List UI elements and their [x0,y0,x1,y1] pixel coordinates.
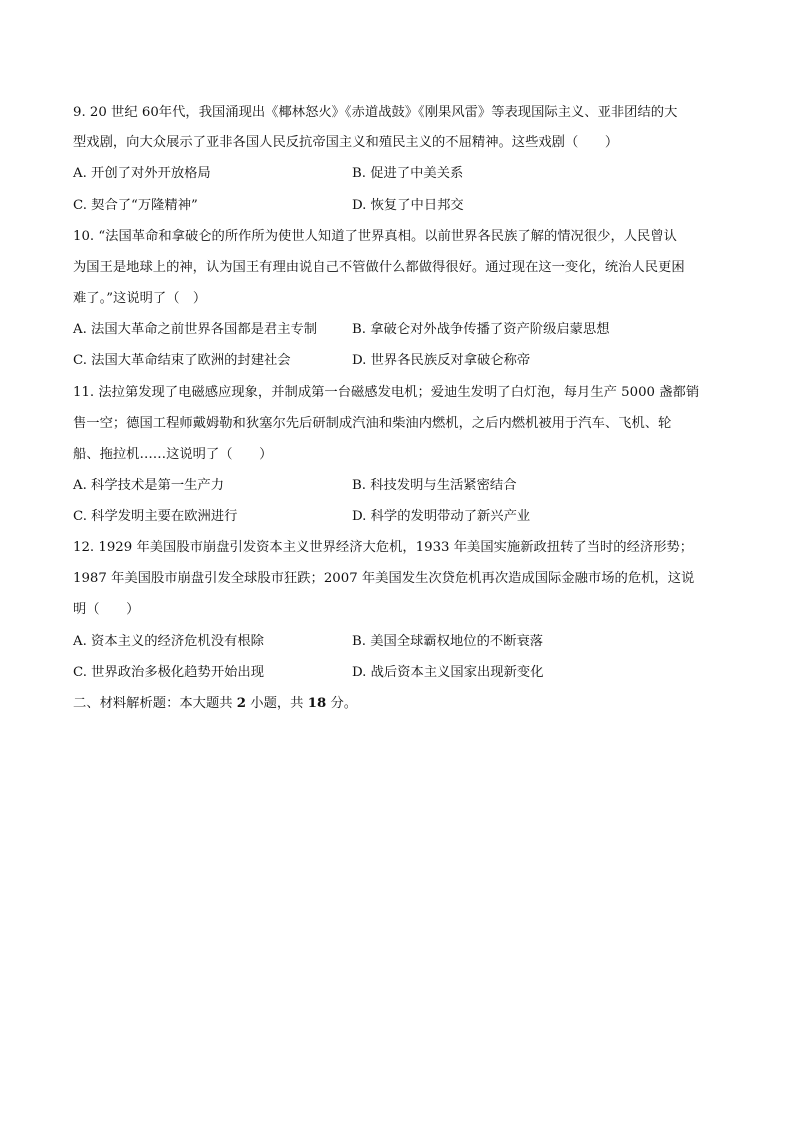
section-heading-prefix: 二、材料解析题：本大题共 [73,696,237,711]
question-10-option-b: B. 拿破仑对外战争传播了资产阶级启蒙思想 [352,322,610,337]
section-total-score: 18 [307,696,327,711]
question-9-line-2: 型戏剧，向大众展示了亚非各国人民反抗帝国主义和殖民主义的不屈精神。这些戏剧（ ） [73,135,619,150]
question-9-option-c: C. 契合了“万隆精神” [73,198,198,213]
question-11-option-a: A. 科学技术是第一生产力 [73,478,225,493]
question-12-line-1: 12. 1929 年美国股市崩盘引发资本主义世界经济大危机，1933 年美国实施新政扭转了当时的经济形势； [73,540,694,555]
question-10-option-c: C. 法国大革命结束了欧洲的封建社会 [73,353,291,368]
question-11-line-3: 船、拖拉机……这说明了（ ） [73,447,273,462]
section-heading-middle: 小题，共 [246,696,308,711]
question-12-line-3: 明（ ） [73,602,140,617]
question-11-option-c: C. 科学发明主要在欧洲进行 [73,509,238,524]
question-10-line-3: 难了。”这说明了（ ） [73,291,207,306]
question-11-line-1: 11. 法拉第发现了电磁感应现象，并制成第一台磁感发电机；爱迪生发明了白灯泡，每月生产 5000 盏都销 [73,385,700,400]
question-10-line-1: 10. “法国革命和拿破仑的所作所为使世人知道了世界真相。以前世界各民族了解的情况很少，人民曾认 [73,229,677,244]
question-10-line-2: 为国王是地球上的神，认为国王有理由说自己不管做什么都做得很好。通过现在这一变化，统治人民更困 [73,260,685,275]
question-12-option-c: C. 世界政治多极化趋势开始出现 [73,665,265,680]
question-12-option-b: B. 美国全球霸权地位的不断衰落 [352,634,544,649]
question-10-option-a: A. 法国大革命之前世界各国都是君主专制 [73,322,318,337]
question-12-line-2: 1987 年美国股市崩盘引发全球股市狂跌；2007 年美国发生次贷危机再次造成国际金融市场的危机，这说 [73,571,695,586]
question-9-option-b: B. 促进了中美关系 [352,166,464,181]
question-12-option-a: A. 资本主义的经济危机没有根除 [73,634,264,649]
section-heading [73,695,357,713]
question-9-option-a: A. 开创了对外开放格局 [73,166,211,181]
section-question-count: 2 [236,696,247,711]
question-11-option-d: D. 科学的发明带动了新兴产业 [352,509,531,524]
question-9-option-d: D. 恢复了中日邦交 [352,198,464,213]
question-11-line-2: 售一空；德国工程师戴姆勒和狄塞尔先后研制成汽油和柴油内燃机，之后内燃机被用于汽车、飞机、轮 [73,416,672,431]
question-10-option-d: D. 世界各民族反对拿破仑称帝 [352,353,531,368]
section-heading-suffix: 分。 [326,696,358,711]
question-12-option-d: D. 战后资本主义国家出现新变化 [352,665,544,680]
question-9-line-1: 9. 20 世纪 60年代，我国涌现出《椰林怒火》《赤道战鼓》《刚果风雷》等表现国际主义、亚非团结的大 [73,105,678,120]
question-11-option-b: B. 科技发明与生活紧密结合 [352,478,517,493]
